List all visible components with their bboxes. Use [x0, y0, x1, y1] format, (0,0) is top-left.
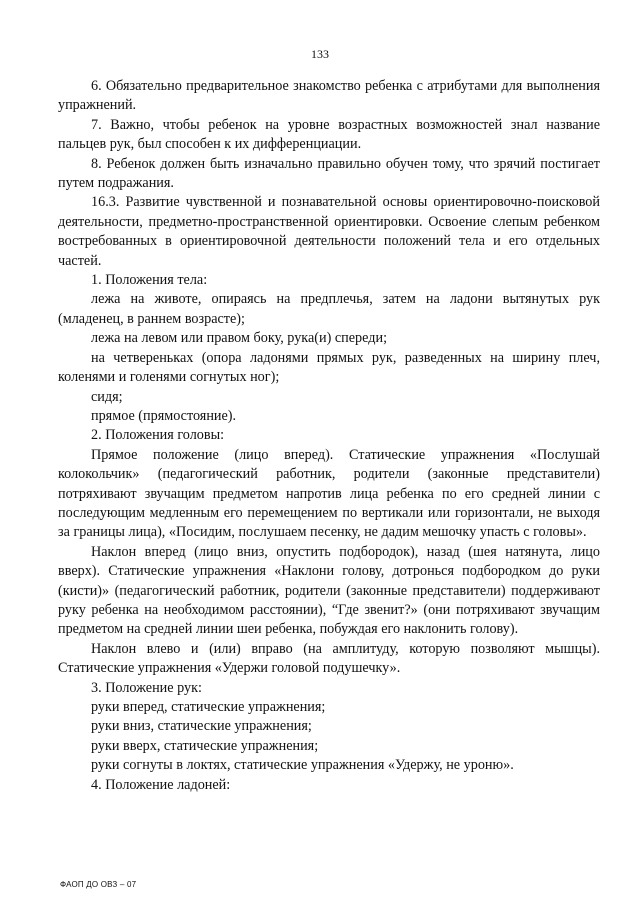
list-item: руки вперед, статические упражнения; — [91, 699, 326, 715]
list-item: лежа на животе, опираясь на предплечья, затем на ладони вытянутых рук (младенец, в раннем возрасте); — [58, 291, 600, 327]
subheading-head-positions: 2. Положения головы: — [91, 427, 225, 444]
paragraph-item-6: 6. Обязательно предварительное знакомство ребенка с атрибутами для выполнения упражнений. — [58, 78, 600, 114]
page-body — [58, 77, 600, 795]
list-item: прямое (прямостояние). — [91, 407, 237, 424]
list-item: руки согнуты в локтях, статические упражнения «Удержу, не уроню». — [91, 757, 514, 774]
list-item: сидя; — [91, 388, 123, 405]
list-item: на четвереньках (опора ладонями прямых рук, разведенных на ширину плеч, коленями и голенями согнутых ног); — [58, 349, 600, 386]
list-item: лежа на левом или правом боку, рука(и) спереди; — [91, 330, 388, 347]
list-item: руки вниз, статические упражнения; — [91, 718, 312, 735]
subheading-palm-positions: 4. Положение ладоней: — [91, 776, 231, 793]
list-item: руки вверх, статические упражнения; — [91, 737, 319, 754]
paragraph-item-8: 8. Ребенок должен быть изначально правильно обучен тому, что зрячий постигает путем подражания. — [58, 155, 600, 192]
page-number: 133 — [311, 47, 329, 61]
section-heading-16-3: 16.3. Развитие чувственной и познавательной основы ориентировочно-поисковой деятельности, предметно-пространственной ориентировки. Освоение слепым ребенком востребованных в ориентировочной деятельности положений тела и его отдельных частей. — [58, 194, 600, 269]
paragraph-head-straight: Прямое положение (лицо вперед). Статические упражнения «Послушай колокольчик» (педагогический работник, родители (законные представители) потряхивают звучащим предметом напротив лица ребенка по его средней линии с последующим медленным его перемещением по вертикали или горизонтали, не выходя за границы лица), «Посидим, послушаем песенку, не дадим мешочку упасть с головы». — [58, 446, 600, 541]
paragraph-head-tilt-forward-back: Наклон вперед (лицо вниз, опустить подбородок), назад (шея натянута, лицо вверх). Статические упражнения «Наклони голову, дотронься подбородком до руки (кисти)» (педагогический работник, родители (законные представители) поддерживают руку ребенка на необходимом расстоянии), “Где звенит?» (они потряхивают звучащим предметом на средней линии шеи ребенка, побуждая его наклонить голову). — [58, 543, 600, 638]
subheading-arm-positions: 3. Положение рук: — [91, 679, 202, 696]
page-footer: ФАОП ДО ОВЗ – 07 — [60, 880, 137, 889]
subheading-body-positions: 1. Положения тела: — [91, 272, 208, 289]
paragraph-head-tilt-side: Наклон влево и (или) вправо (на амплитуду, которую позволяют мышцы). Статические упражнения «Удержи головой подушечку». — [58, 640, 600, 677]
paragraph-item-7: 7. Важно, чтобы ребенок на уровне возрастных возможностей знал название пальцев рук, был способен к их дифференциации. — [58, 116, 600, 153]
